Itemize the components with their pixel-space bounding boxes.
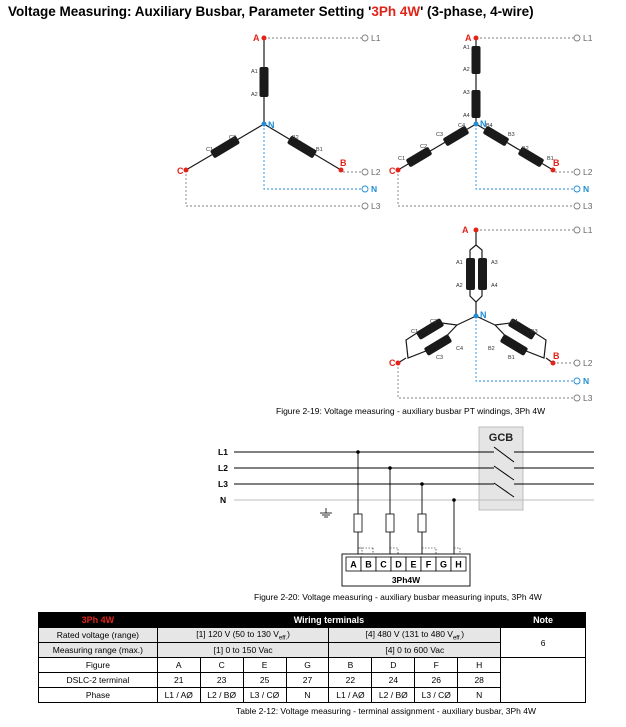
- table-cell: 25: [243, 673, 286, 688]
- table-head-mid: Wiring terminals: [157, 613, 500, 628]
- table-cell: 24: [372, 673, 415, 688]
- d2-tag-a4: A4: [463, 113, 470, 119]
- terminal-letter: D: [395, 559, 402, 570]
- table-cell: 27: [286, 673, 329, 688]
- d1-node-c: C: [177, 166, 184, 176]
- d2-tag-a2: A2: [463, 67, 470, 73]
- note-empty: [501, 658, 586, 703]
- range-label: Measuring range (max.): [39, 643, 158, 658]
- table-cell: D: [372, 658, 415, 673]
- d3-tag-b4: B4: [511, 319, 518, 325]
- d2-line-l2: L2: [583, 167, 593, 177]
- d1-tag-a2: A2: [251, 92, 258, 98]
- d3-line-n: N: [583, 376, 590, 386]
- d3-node-a: A: [462, 225, 469, 235]
- d2-node-n: N: [480, 119, 487, 129]
- table-cell: N: [286, 688, 329, 703]
- terminal-label: DSLC-2 terminal: [39, 673, 158, 688]
- d2-tag-b2: B2: [522, 146, 529, 152]
- d3-tag-a3: A3: [491, 260, 498, 266]
- terminal-assignment-table: [38, 612, 586, 703]
- d1-line-l2: L2: [371, 167, 381, 177]
- terminal-letter: C: [380, 559, 387, 570]
- d3-node-n: N: [480, 310, 487, 320]
- d3-tag-c1: C1: [411, 329, 419, 335]
- table-cell: C: [200, 658, 243, 673]
- rated-120: [1] 120 V (50 to 130 $V_{eff.}$): [157, 628, 329, 643]
- pt-windings-diagram-1: [177, 33, 381, 211]
- bus-n: N: [220, 495, 227, 505]
- terminal-letter: G: [439, 559, 448, 570]
- terminal-letter: B: [365, 559, 372, 570]
- table-cell: 21: [157, 673, 200, 688]
- rated-120-eff: eff.: [278, 635, 288, 642]
- d1-tag-b1: B1: [316, 147, 323, 153]
- d1-line-n: N: [371, 184, 378, 194]
- d2-tag-b4: B4: [486, 123, 493, 129]
- d1-tag-b2: B2: [292, 135, 299, 141]
- table-cell: 23: [200, 673, 243, 688]
- table-cell: H: [458, 658, 501, 673]
- d3-line-l3: L3: [583, 393, 593, 403]
- table-2-12-caption: Table 2-12: Voltage measuring - terminal assignment - auxiliary busbar, 3Ph 4W: [236, 706, 537, 716]
- table-cell: F: [415, 658, 458, 673]
- table-cell: B: [329, 658, 372, 673]
- table-cell: L3 / CØ: [243, 688, 286, 703]
- table-cell: 22: [329, 673, 372, 688]
- table-cell: A: [157, 658, 200, 673]
- d1-tag-a1: A1: [251, 69, 258, 75]
- d3-line-l1: L1: [583, 225, 593, 235]
- d3-tag-a4: A4: [491, 283, 498, 289]
- table-cell: L2 / BØ: [200, 688, 243, 703]
- d1-node-n: N: [268, 120, 275, 130]
- d2-line-l1: L1: [583, 33, 593, 43]
- terminal-letter: E: [410, 559, 417, 570]
- d2-tag-c1: C1: [398, 156, 406, 162]
- d2-tag-c4: C4: [458, 123, 466, 129]
- module-label: 3Ph4W: [391, 575, 421, 585]
- d2-tag-a3: A3: [463, 90, 470, 96]
- title-suffix: ' (3-phase, 4-wire): [420, 4, 534, 19]
- table-head-left: 3Ph 4W: [39, 613, 158, 628]
- figure-label: Figure: [39, 658, 158, 673]
- d3-tag-b3: B3: [531, 329, 538, 335]
- d2-tag-c2: C2: [420, 144, 428, 150]
- table-cell: L1 / AØ: [157, 688, 200, 703]
- rated-label: Rated voltage (range): [39, 628, 158, 643]
- d2-tag-c3: C3: [436, 132, 444, 138]
- table-cell: G: [286, 658, 329, 673]
- phase-label: Phase: [39, 688, 158, 703]
- d2-line-n: N: [583, 184, 590, 194]
- table-cell: 26: [415, 673, 458, 688]
- table-cell: L1 / AØ: [329, 688, 372, 703]
- bus-l3: L3: [218, 479, 228, 489]
- d3-tag-b2: B2: [488, 346, 495, 352]
- title-highlight: 3Ph 4W: [371, 4, 421, 19]
- coil-a: [260, 67, 269, 97]
- terminal-letter: A: [350, 559, 357, 570]
- gcb-label: GCB: [488, 432, 514, 444]
- d1-node-a: A: [253, 33, 260, 43]
- table-cell: 28: [458, 673, 501, 688]
- d1-line-l1: L1: [371, 33, 381, 43]
- figure-2-19-caption: Figure 2-19: Voltage measuring - auxiliary busbar PT windings, 3Ph 4W: [276, 406, 546, 416]
- d3-node-c: C: [389, 358, 396, 368]
- d3-tag-b1: B1: [508, 355, 515, 361]
- table-cell: L3 / CØ: [415, 688, 458, 703]
- d3-tag-a1: A1: [456, 260, 463, 266]
- table-head-right: Note: [501, 613, 586, 628]
- figure-2-20-caption: Figure 2-20: Voltage measuring - auxiliary busbar measuring inputs, 3Ph 4W: [254, 592, 542, 602]
- d3-line-l2: L2: [583, 358, 593, 368]
- pt-windings-diagram-3: [389, 225, 593, 403]
- title-prefix: Voltage Measuring: Auxiliary Busbar, Parameter Setting ': [8, 4, 372, 19]
- d3-tag-c4: C4: [456, 346, 464, 352]
- measuring-inputs-diagram: [218, 427, 594, 586]
- table-cell: E: [243, 658, 286, 673]
- d2-tag-b3: B3: [508, 132, 515, 138]
- d3-tag-a2: A2: [456, 283, 463, 289]
- d2-node-c: C: [389, 166, 396, 176]
- bus-l1: L1: [218, 447, 228, 457]
- d2-node-b: B: [553, 158, 560, 168]
- d1-line-l3: L3: [371, 201, 381, 211]
- terminal-letter: H: [455, 559, 462, 570]
- d2-tag-a1: A1: [463, 45, 470, 51]
- d1-tag-c1: C1: [206, 147, 214, 153]
- terminal-letter: F: [425, 559, 432, 570]
- d2-node-a: A: [465, 33, 472, 43]
- d3-node-b: B: [553, 351, 560, 361]
- rated-480: [4] 480 V (131 to 480 $V_{eff.}$): [329, 628, 501, 643]
- d1-node-b: B: [340, 158, 347, 168]
- d2-tag-b1: B1: [547, 156, 554, 162]
- d3-tag-c3: C3: [436, 355, 444, 361]
- d1-tag-c2: C2: [229, 135, 237, 141]
- bus-l2: L2: [218, 463, 228, 473]
- d2-line-l3: L3: [583, 201, 593, 211]
- range-150: [1] 0 to 150 Vac: [157, 643, 329, 658]
- table-cell: N: [458, 688, 501, 703]
- d3-tag-c2: C2: [430, 319, 438, 325]
- range-600: [4] 0 to 600 Vac: [329, 643, 501, 658]
- rated-480-eff: eff.: [452, 635, 462, 642]
- pt-windings-diagram-2: [389, 33, 593, 211]
- note-value: 6: [501, 628, 586, 658]
- table-cell: L2 / BØ: [372, 688, 415, 703]
